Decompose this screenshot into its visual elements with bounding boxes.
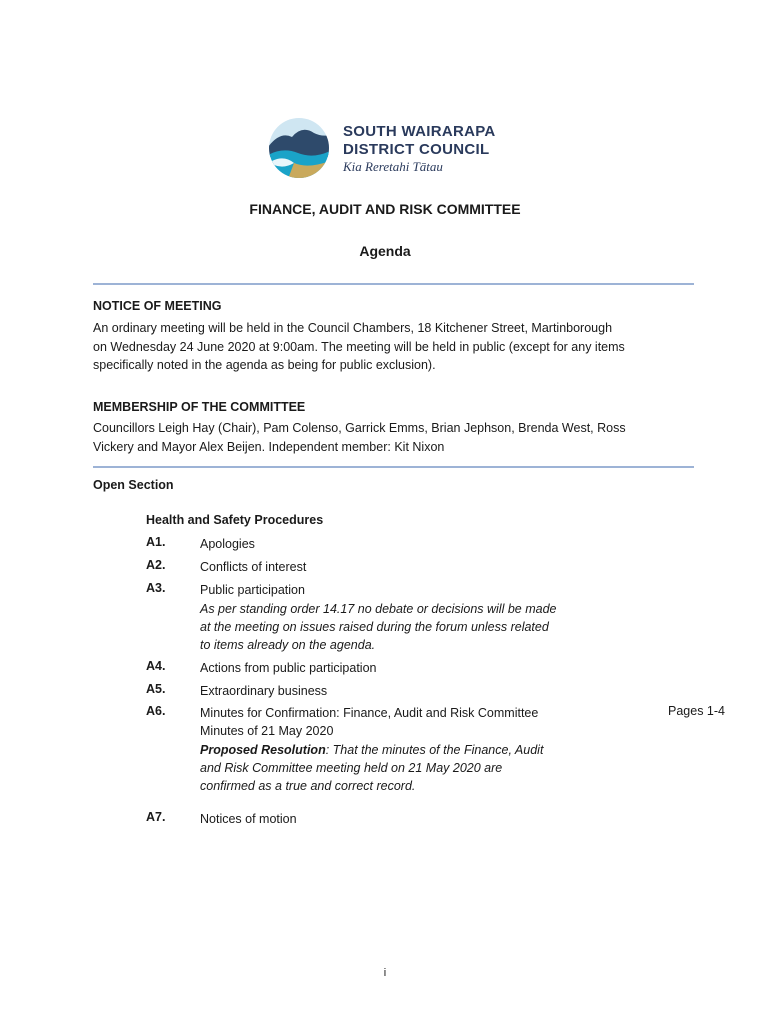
public-participation-note xyxy=(200,600,620,654)
resolution-text: : That the minutes of the Finance, Audit xyxy=(325,743,544,757)
item-apologies: Apologies xyxy=(200,537,255,551)
organization-name xyxy=(343,123,496,175)
notice-line-1: An ordinary meeting will be held in the Council Chambers, 18 Kitchener Street, Martinborough xyxy=(93,321,613,335)
resolution-line: confirmed as a true and correct record. xyxy=(200,779,416,793)
org-line-1: SOUTH WAIRARAPA xyxy=(343,123,496,140)
item-minutes xyxy=(200,704,610,740)
item-number: A3. xyxy=(146,581,166,595)
item-extraordinary: Extraordinary business xyxy=(200,684,328,698)
proposed-resolution xyxy=(200,741,620,795)
open-section-heading: Open Section xyxy=(93,478,174,492)
org-tagline: Kia Reretahi Tātau xyxy=(343,159,443,174)
item-number: A5. xyxy=(146,682,166,696)
page-number: i xyxy=(383,967,387,979)
org-line-2: DISTRICT COUNCIL xyxy=(343,141,490,158)
item-number: A2. xyxy=(146,558,166,572)
note-line: to items already on the agenda. xyxy=(200,638,376,652)
membership-heading: MEMBERSHIP OF THE COMMITTEE xyxy=(93,400,306,414)
resolution-line: and Risk Committee meeting held on 21 May 2020 are xyxy=(200,761,503,775)
resolution-label: Proposed Resolution xyxy=(200,743,326,757)
document-title: FINANCE, AUDIT AND RISK COMMITTEE xyxy=(249,201,521,217)
council-logo-icon xyxy=(268,117,330,179)
item-number: A7. xyxy=(146,810,166,824)
item-number: A1. xyxy=(146,535,166,549)
health-safety-heading: Health and Safety Procedures xyxy=(146,513,324,527)
note-line: at the meeting on issues raised during the forum unless related xyxy=(200,620,549,634)
membership-line-1: Councillors Leigh Hay (Chair), Pam Colenso, Garrick Emms, Brian Jephson, Brenda West, Ross xyxy=(93,421,626,435)
membership-body xyxy=(93,419,713,456)
item-number: A4. xyxy=(146,659,166,673)
minutes-line-2: Minutes of 21 May 2020 xyxy=(200,724,334,738)
notice-line-2: on Wednesday 24 June 2020 at 9:00am. The meeting will be held in public (except for any items xyxy=(93,339,625,354)
minutes-line-1: Minutes for Confirmation: Finance, Audit and Risk Committee xyxy=(200,706,539,720)
notice-heading: NOTICE OF MEETING xyxy=(93,299,222,313)
resolution-line xyxy=(200,741,620,759)
notice-line-3: specifically noted in the agenda as being for public exclusion). xyxy=(93,358,436,372)
item-actions: Actions from public participation xyxy=(200,661,377,675)
item-number: A6. xyxy=(146,704,166,718)
pages-reference: Pages 1-4 xyxy=(668,704,725,718)
notice-body xyxy=(93,319,713,375)
note-line: As per standing order 14.17 no debate or decisions will be made xyxy=(200,602,557,616)
item-public-participation: Public participation xyxy=(200,583,305,597)
item-notices-of-motion: Notices of motion xyxy=(200,812,297,826)
document-subtitle: Agenda xyxy=(359,243,411,259)
item-conflicts: Conflicts of interest xyxy=(200,560,307,574)
divider xyxy=(93,466,694,468)
membership-line-2: Vickery and Mayor Alex Beijen. Independent member: Kit Nixon xyxy=(93,439,445,454)
divider xyxy=(93,283,694,285)
